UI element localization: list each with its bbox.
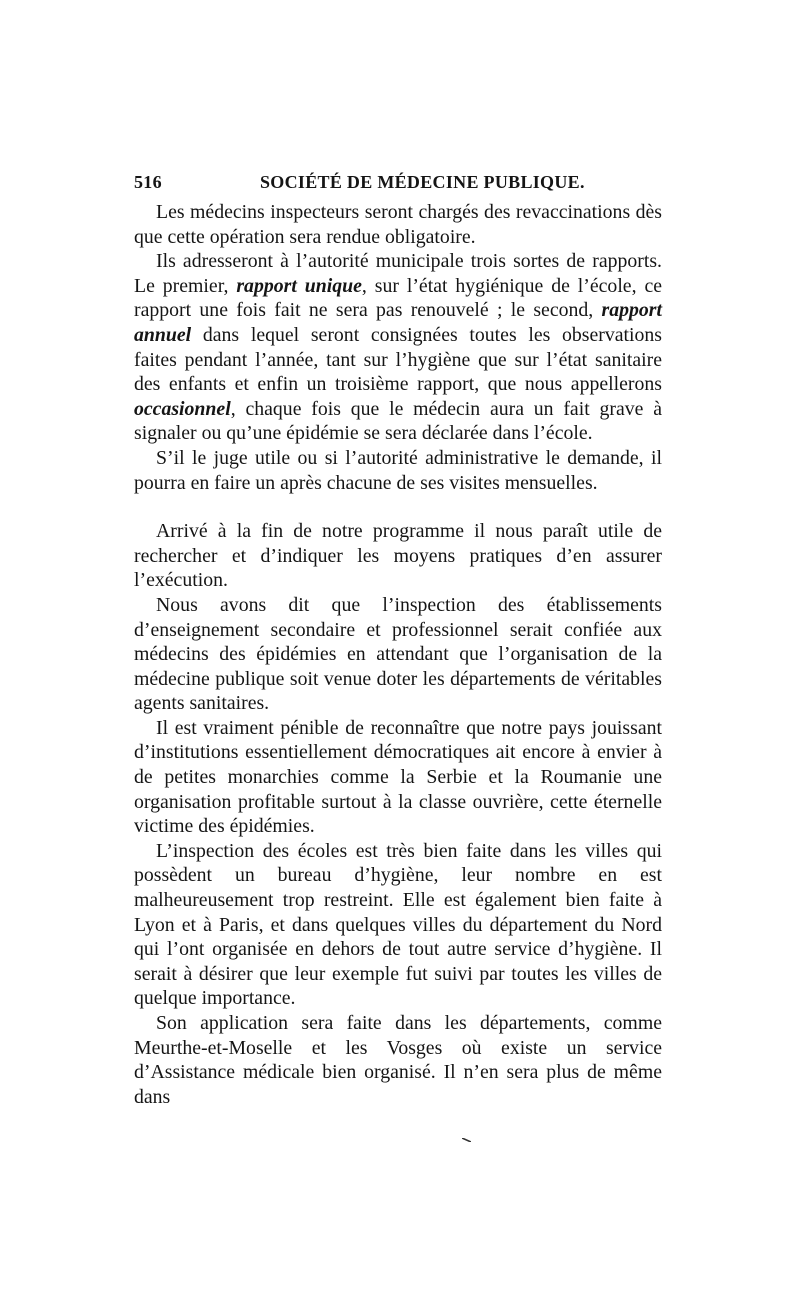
paragraph — [134, 446, 662, 495]
page-header — [134, 170, 662, 200]
body-text — [134, 200, 662, 1109]
running-title: SOCIÉTÉ DE MÉDECINE PUBLIQUE. — [260, 172, 585, 192]
emphasized-term: rapport annuel — [134, 299, 662, 346]
text-run: Les médecins inspecteurs seront chargés des revaccinations dès que cette opération sera rendue obligatoire. — [134, 201, 662, 248]
paragraph — [134, 200, 662, 249]
emphasized-term: occasionnel — [134, 397, 231, 420]
text-run: , chaque fois que le médecin aura un fait grave à signaler ou qu’une épidémie se sera déclarée dans l’école. — [134, 397, 662, 445]
page-number: 516 — [134, 172, 162, 192]
text-run: Son application sera faite dans les départements, comme Meurthe-et-Moselle et les Vosges où existe un service d’Assistance médicale bien organisé. Il n’en sera plus de même dans — [134, 1012, 662, 1108]
paragraph — [134, 1011, 662, 1109]
text-run: , sur l’état hygiénique de l’école, ce rapport une fois fait ne sera pas renouvelé ; le second, — [134, 274, 663, 322]
paragraph — [134, 716, 662, 839]
paragraph — [134, 519, 662, 593]
ink-mark — [462, 1138, 471, 1142]
text-run: Ils adresseront à l’autorité municipale trois sortes de rapports. Le premier, — [134, 250, 662, 297]
section-break — [134, 495, 662, 519]
paragraph — [134, 593, 662, 716]
text-run: Arrivé à la fin de notre programme il nous paraît utile de rechercher et d’indiquer les moyens pratiques d’en assurer l’exécution. — [134, 520, 662, 592]
text-run: Nous avons dit que l’inspection des établissements d’enseignement secondaire et professionnel serait confiée aux médecins des épidémies en attendant que l’organisation de la médecine publique soit venue doter les départements de véritables agents sanitaires. — [134, 593, 662, 715]
text-run: S’il le juge utile ou si l’autorité administrative le demande, il pourra en faire un après chacune de ses visites mensuelles. — [134, 446, 662, 494]
paragraph — [134, 249, 662, 446]
text-run: L’inspection des écoles est très bien faite dans les villes qui possèdent un bureau d’hygiène, leur nombre en est malheureusement trop restreint. Elle est également bien faite à Lyon et à Paris, et dans quelques villes du département du Nord qui l’ont organisée en dehors de tout autre service d’hygiène. Il serait à désirer que leur exemple fut suivi par toutes les villes de quelque importance. — [134, 839, 662, 1010]
emphasized-term: rapport unique — [236, 274, 362, 297]
text-run: dans lequel seront consignées toutes les observations faites pendant l’année, tant sur l’hygiène que sur l’état sanitaire des enfants et enfin un troisième rapport, que nous appellerons — [134, 323, 662, 396]
text-run: Il est vraiment pénible de reconnaître que notre pays jouissant d’institutions essentiellement démocratiques ait encore à envier à de petites monarchies comme la Serbie et la Roumanie une organisation profitable surtout à la classe ouvrière, cette éternelle victime des épidémies. — [134, 716, 662, 838]
paragraph — [134, 839, 662, 1011]
